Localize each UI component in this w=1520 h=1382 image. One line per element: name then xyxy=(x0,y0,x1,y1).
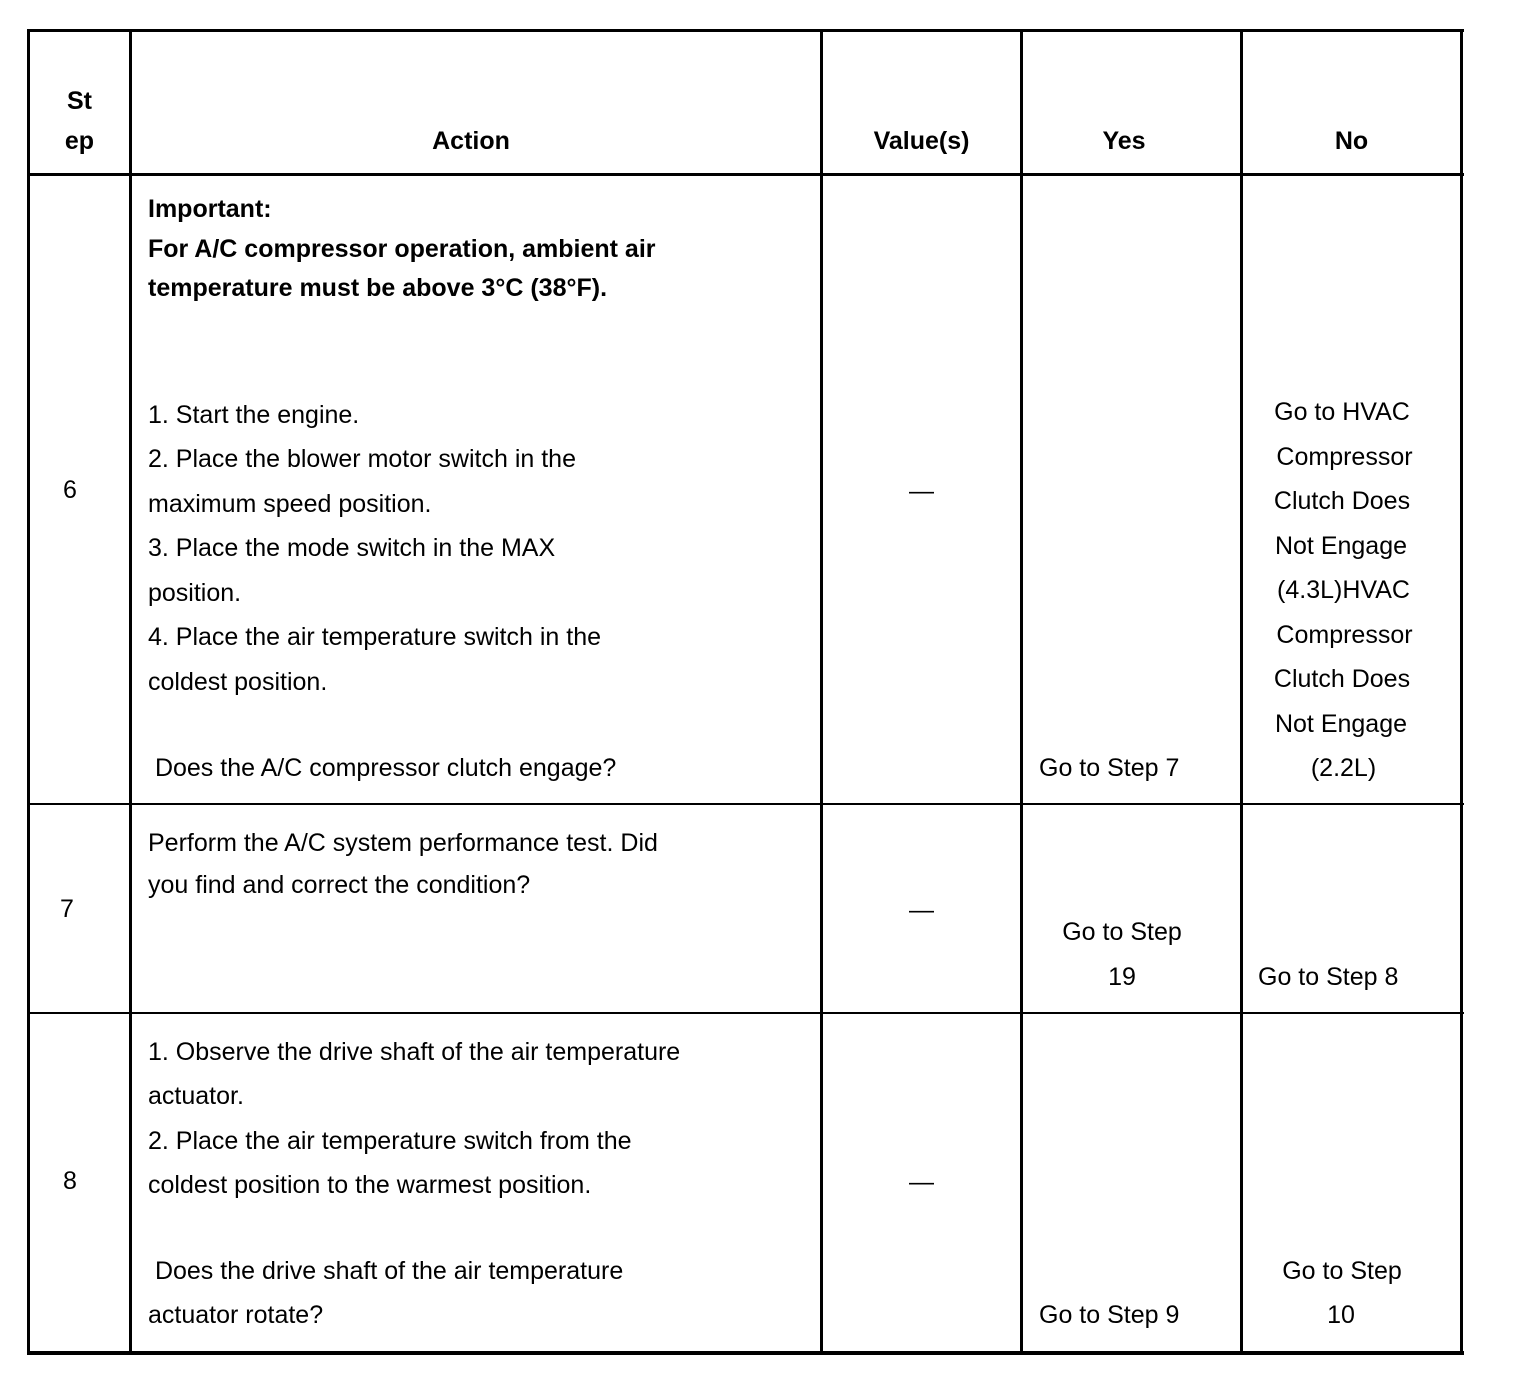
no-step-6-line: Compressor xyxy=(1276,621,1413,649)
no-step-6-line: (4.3L)HVAC xyxy=(1277,576,1410,604)
action-line: maximum speed position. xyxy=(148,490,432,518)
important-note-line1: For A/C compressor operation, ambient air xyxy=(148,235,656,263)
no-step-8-line: Go to Step xyxy=(1282,1257,1402,1285)
no-step-7: Go to Step 8 xyxy=(1258,963,1399,991)
header-step-line1: St xyxy=(67,87,92,115)
action-line: 1. Observe the drive shaft of the air temperature xyxy=(148,1038,681,1066)
question-step-8-line: actuator rotate? xyxy=(148,1301,324,1329)
value-step-8: — xyxy=(909,1168,934,1196)
table-border-left xyxy=(27,29,30,1355)
row-divider-7-8 xyxy=(27,1012,1464,1014)
action-line: coldest position. xyxy=(148,668,328,696)
no-step-6-line: Clutch Does xyxy=(1273,665,1411,693)
yes-step-7-line: 19 xyxy=(1108,963,1136,991)
action-line: actuator. xyxy=(148,1082,244,1110)
no-step-6-line: Go to HVAC xyxy=(1274,398,1410,426)
no-step-6-line: (2.2L) xyxy=(1310,754,1377,782)
action-line: coldest position to the warmest position. xyxy=(148,1171,592,1199)
action-line: you find and correct the condition? xyxy=(148,871,531,899)
value-step-6: — xyxy=(909,477,934,505)
question-step-8-line: Does the drive shaft of the air temperature xyxy=(148,1257,624,1285)
important-note-line2: temperature must be above 3°C (38°F). xyxy=(148,274,608,302)
table-border-bottom xyxy=(27,1351,1464,1355)
column-divider-values-yes xyxy=(1020,29,1023,1355)
action-line: 2. Place the air temperature switch from the xyxy=(148,1127,632,1155)
yes-step-6: Go to Step 7 xyxy=(1039,754,1180,782)
step-number-7: 7 xyxy=(60,895,74,923)
action-line: 3. Place the mode switch in the MAX xyxy=(148,534,556,562)
step-number-6: 6 xyxy=(63,476,77,504)
no-step-6-line: Not Engage xyxy=(1274,532,1408,560)
action-line: 2. Place the blower motor switch in the xyxy=(148,445,576,473)
yes-step-7-line: Go to Step xyxy=(1062,918,1182,946)
header-action: Action xyxy=(432,127,510,155)
header-no: No xyxy=(1334,127,1369,155)
column-divider-step-action xyxy=(129,29,132,1355)
important-label: Important: xyxy=(148,195,272,223)
table-border-top xyxy=(27,29,1464,32)
action-line: Perform the A/C system performance test. Did xyxy=(148,829,658,857)
row-divider-6-7 xyxy=(27,803,1464,805)
header-step-line2: ep xyxy=(64,127,95,155)
header-yes: Yes xyxy=(1102,127,1146,155)
question-step-6: Does the A/C compressor clutch engage? xyxy=(148,754,617,782)
no-step-6-line: Not Engage xyxy=(1274,710,1408,738)
column-divider-action-values xyxy=(820,29,823,1355)
no-step-6-line: Compressor xyxy=(1276,443,1413,471)
header-divider xyxy=(27,173,1464,176)
action-line: position. xyxy=(148,579,242,607)
step-number-8: 8 xyxy=(63,1167,77,1195)
table-border-right xyxy=(1460,29,1463,1355)
action-line: 1. Start the engine. xyxy=(148,401,360,429)
yes-step-8: Go to Step 9 xyxy=(1039,1301,1180,1329)
header-values: Value(s) xyxy=(873,127,970,155)
value-step-7: — xyxy=(909,896,934,924)
no-step-6-line: Clutch Does xyxy=(1273,487,1411,515)
diagnostic-table xyxy=(27,29,1464,1355)
no-step-8-line: 10 xyxy=(1327,1301,1355,1329)
action-line: 4. Place the air temperature switch in the xyxy=(148,623,602,651)
